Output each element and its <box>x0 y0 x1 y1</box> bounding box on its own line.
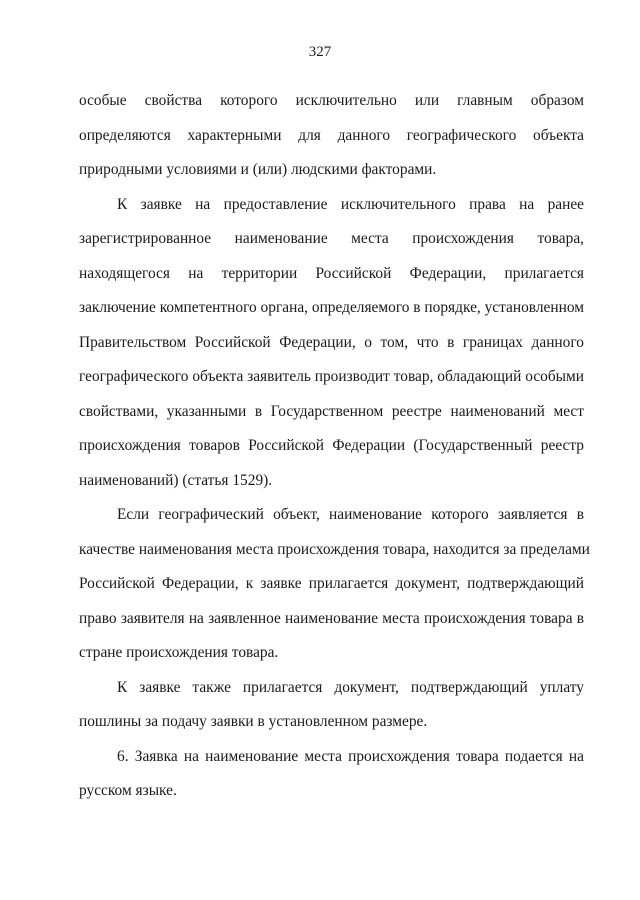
text-line: заключение компетентного органа, определяемого в порядке, установленном <box>79 299 584 316</box>
text-line: 6. Заявка на наименование места происхождения товара подается на <box>117 747 584 765</box>
paragraph-1 <box>79 84 584 188</box>
text-line: Российской Федерации, к заявке прилагается документ, подтверждающий <box>79 575 584 592</box>
paragraph-5 <box>79 740 584 809</box>
text-line: географического объекта заявитель производит товар, обладающий особыми <box>79 368 584 385</box>
text-line: зарегистрированное наименование места происхождения товара, <box>79 230 584 247</box>
text-line: Если географический объект, наименование которого заявляется в <box>117 506 584 523</box>
page-number: 327 <box>308 44 332 60</box>
text-line: природными условиями и (или) людскими факторами. <box>79 161 437 178</box>
paragraph-3 <box>79 498 590 671</box>
text-line: происхождения товаров Российской Федерации (Государственный реестр <box>79 437 584 454</box>
text-line: Правительством Российской Федерации, о том, что в границах данного <box>79 333 584 351</box>
text-line: русском языке. <box>79 782 177 799</box>
text-line: К заявке также прилагается документ, подтверждающий уплату <box>117 678 584 696</box>
text-line: свойствами, указанными в Государственном реестре наименований мест <box>79 402 584 420</box>
paragraph-4 <box>79 671 584 740</box>
text-line: качестве наименования места происхождения товара, находится за пределами <box>79 540 590 558</box>
text-line: определяются характерными для данного географического объекта <box>79 126 584 144</box>
text-line: К заявке на предоставление исключительного права на ранее <box>117 195 584 213</box>
paragraph-2 <box>79 188 584 499</box>
document-body <box>79 84 590 809</box>
text-line: находящегося на территории Российской Федерации, прилагается <box>79 264 584 282</box>
text-line: стране происхождения товара. <box>79 644 279 661</box>
text-line: особые свойства которого исключительно или главным образом <box>79 92 584 109</box>
text-line: право заявителя на заявленное наименование места происхождения товара в <box>79 609 584 627</box>
text-line: наименований) (статья 1529). <box>79 471 273 489</box>
text-line: пошлины за подачу заявки в установленном размере. <box>79 713 428 730</box>
